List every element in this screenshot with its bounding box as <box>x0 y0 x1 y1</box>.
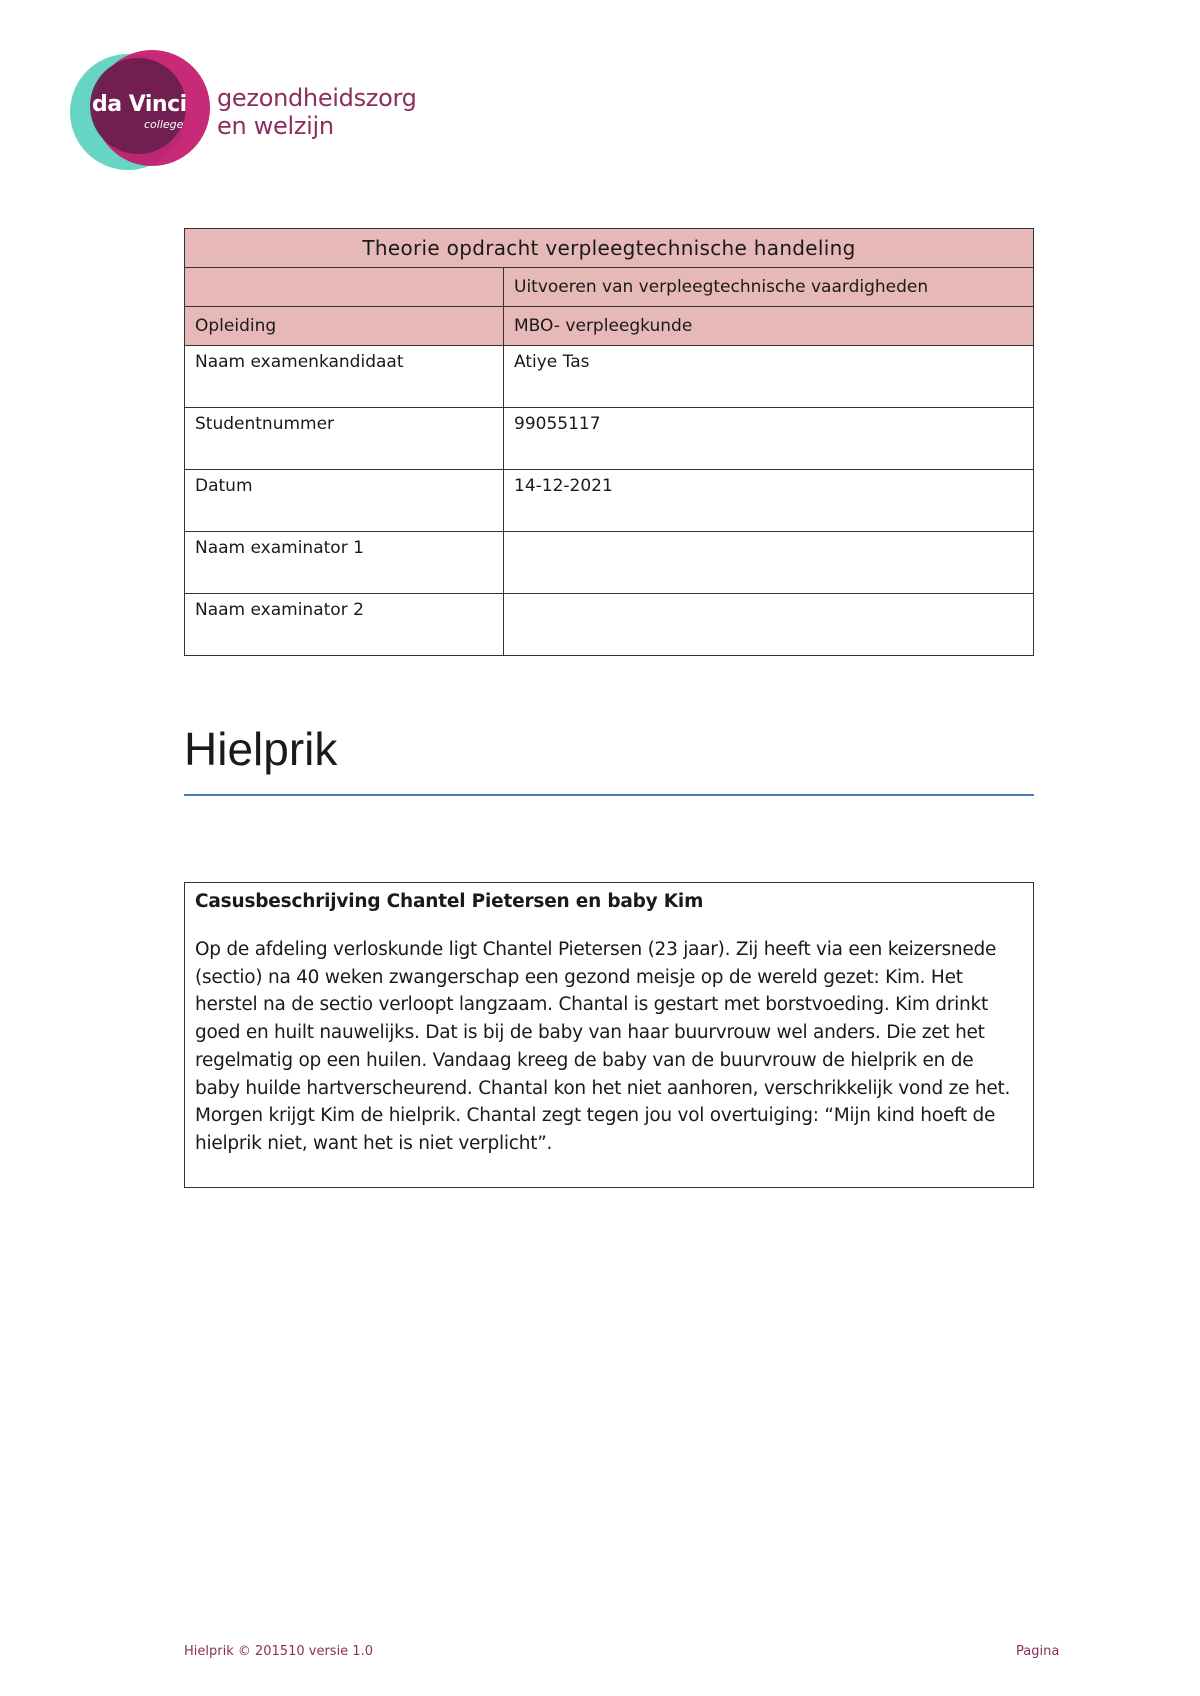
table-row-label: Opleiding <box>185 307 504 346</box>
logo-sub: college <box>144 118 184 131</box>
table-row-value <box>504 532 1034 594</box>
footer-document-info: Hielprik © 201510 versie 1.0 <box>184 1644 373 1659</box>
document-heading: Hielprik <box>184 723 338 775</box>
case-text: Op de afdeling verloskunde ligt Chantel Pietersen (23 jaar). Zij heeft via een keizersnede (sectio) na 40 weken zwangerschap een gezond meisje op de wereld gezet: Kim. Het herstel na de sectio verloopt langzaam. Chantal is gestart met borstvoeding. Kim drinkt goed en huilt nauwelijks. Dat is bij de baby van haar buurvrouw wel anders. Die zet het regelmatig op een huilen. Vandaag kreeg de baby van de buurvrouw de hielprik en de baby huilde hartverscheurend. Chantal kon het niet aanhoren, verschrikkelijk vond ze het. Morgen krijgt Kim de hielprik. Chantal zegt tegen jou vol overtuiging: “Mijn kind hoeft de hielprik niet, want het is niet verplicht”. <box>195 939 1011 1154</box>
table-row-value: Atiye Tas <box>504 346 1034 408</box>
table-row-naam-examinator-1 <box>185 532 1034 594</box>
table-row-naam-examenkandidaat <box>185 346 1034 408</box>
table-row-studentnummer <box>185 408 1034 470</box>
logo-circles-icon <box>70 50 210 170</box>
table-row-datum <box>185 470 1034 532</box>
table-row-label: Datum <box>185 470 504 532</box>
table-row-label: Naam examenkandidaat <box>185 346 504 408</box>
exam-info-table <box>184 228 1034 656</box>
table-row-label: Naam examinator 2 <box>185 594 504 656</box>
heading-rule <box>184 794 1034 796</box>
table-row-value <box>504 594 1034 656</box>
footer-page-label: Pagina <box>1016 1644 1060 1659</box>
logo-tagline-line1: gezondheidszorg <box>217 84 417 112</box>
table-subtitle-label <box>185 268 504 307</box>
table-title: Theorie opdracht verpleegtechnische handeling <box>185 229 1034 268</box>
table-row-naam-examinator-2 <box>185 594 1034 656</box>
logo-name: da Vinci <box>92 92 187 117</box>
da-vinci-logo <box>70 50 417 170</box>
table-row-label: Studentnummer <box>185 408 504 470</box>
table-subtitle-row <box>185 268 1034 307</box>
table-title-row <box>185 229 1034 268</box>
table-row-opleiding <box>185 307 1034 346</box>
table-row-label: Naam examinator 1 <box>185 532 504 594</box>
case-title: Casusbeschrijving Chantel Pietersen en baby Kim <box>195 891 704 912</box>
table-subtitle-value: Uitvoeren van verpleegtechnische vaardigheden <box>504 268 1034 307</box>
case-description-box <box>184 882 1034 1188</box>
table-row-value: 99055117 <box>504 408 1034 470</box>
logo-tagline <box>217 84 417 140</box>
table-row-value: 14-12-2021 <box>504 470 1034 532</box>
table-row-value: MBO- verpleegkunde <box>504 307 1034 346</box>
logo-tagline-line2: en welzijn <box>217 112 334 140</box>
